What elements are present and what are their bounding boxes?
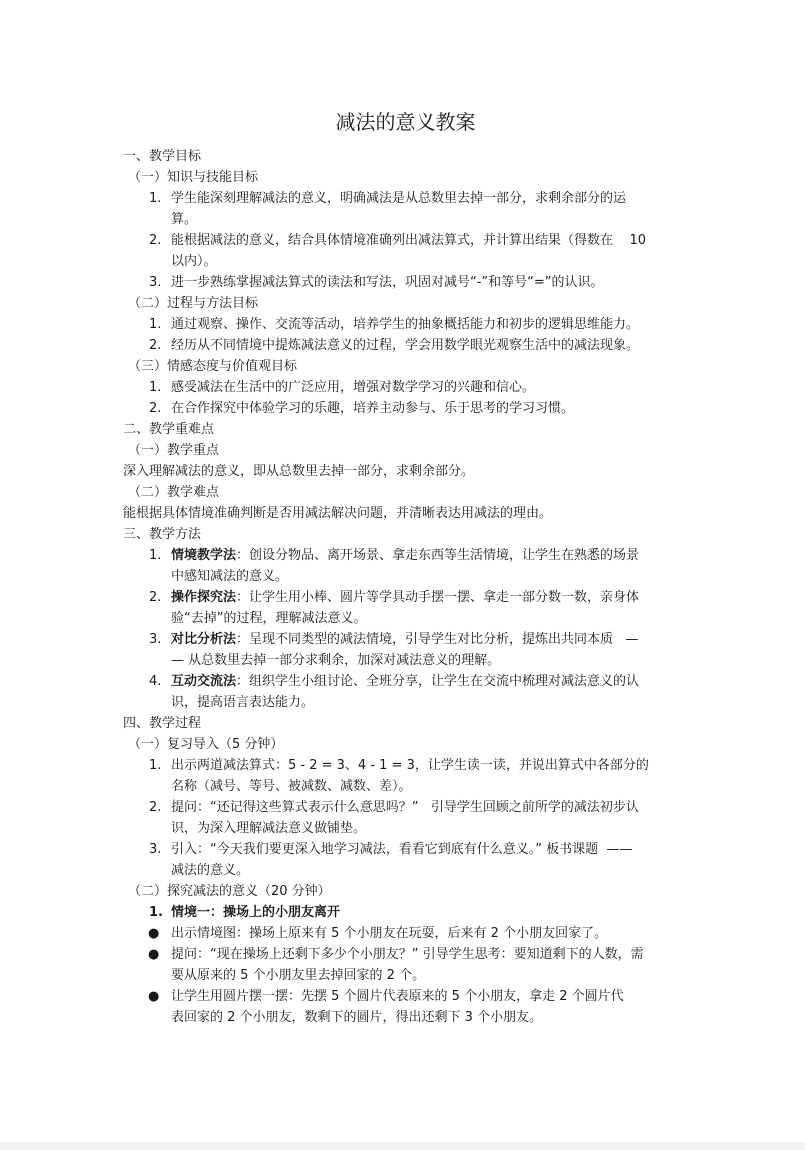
- list-text: 提问：“还记得这些算式表示什么意思吗？” 引导学生回顾之前所学的减法初步认 识，为深入理解减法意义做铺垫。: [171, 800, 639, 836]
- list-item: [123, 188, 688, 230]
- bullet-item: [123, 944, 688, 986]
- subsection-heading-review: （一）复习导入（5 分钟）: [128, 737, 284, 752]
- paragraph-focus: 深入理解减法的意义，即从总数里去掉一部分，求剩余部分。: [123, 464, 475, 479]
- section-heading-objectives: 一、教学目标: [123, 149, 202, 164]
- list-text: 能根据减法的意义，结合具体情境准确列出减法算式，并计算出结果（得数在 10 以内）。: [171, 233, 647, 269]
- scene-label: 情境一：操场上的小朋友离开: [171, 905, 341, 920]
- list-text: 互动交流法：组织学生小组讨论、全班分享，让学生在交流中梳理对减法意义的认 识，提高语言表达能力。: [171, 674, 640, 710]
- list-number: 4.: [149, 674, 162, 689]
- subsection-heading-difficulty: （二）教学难点: [128, 485, 220, 500]
- bullet-icon: ●: [148, 947, 160, 962]
- section-heading-key-points: 二、教学重难点: [123, 422, 215, 437]
- list-item: [123, 377, 688, 398]
- list-item: [123, 230, 688, 272]
- list-item: [123, 629, 688, 671]
- section-heading-process: 四、教学过程: [123, 716, 202, 731]
- bullet-icon: ●: [148, 926, 160, 941]
- list-text: 在合作探究中体验学习的乐趣，培养主动参与、乐于思考的学习习惯。: [171, 401, 575, 416]
- list-number: 2.: [149, 233, 162, 248]
- list-item: [123, 545, 688, 587]
- page-title: 减法的意义教案: [335, 110, 476, 134]
- list-text: 出示两道减法算式：5 - 2 = 3、4 - 1 = 3，让学生读一读，并说出算式中各部分的 名称（减号、等号、被减数、减数、差）。: [171, 758, 649, 794]
- bullet-text: 让学生用圆片摆一摆：先摆 5 个圆片代表原来的 5 个小朋友，拿走 2 个圆片代 表回家的 2 个小朋友，数剩下的圆片，得出还剩下 3 个小朋友。: [171, 989, 624, 1025]
- subsection-heading-knowledge: （一）知识与技能目标: [128, 170, 259, 185]
- method-label: 互动交流法: [171, 674, 237, 689]
- list-text: 通过观察、操作、交流等活动，培养学生的抽象概括能力和初步的逻辑思维能力。: [171, 317, 640, 332]
- list-number: 1.: [149, 548, 162, 563]
- list-item: [123, 839, 688, 881]
- subsection-heading-explore: （二）探究减法的意义（20 分钟）: [128, 884, 331, 899]
- bullet-item: [123, 923, 688, 944]
- page-bottom-edge: [0, 1142, 805, 1150]
- list-text: 情境教学法：创设分物品、离开场景、拿走东西等生活情境，让学生在熟悉的场景 中感知减法的意义。: [171, 548, 640, 584]
- list-number: 3.: [149, 842, 162, 857]
- list-text: 操作探究法：让学生用小棒、圆片等学具动手摆一摆、拿走一部分数一数，亲身体 验“去掉”的过程，理解减法意义。: [171, 590, 640, 626]
- list-text: 进一步熟练掌握减法算式的读法和写法，巩固对减号“-”和等号“=”的认识。: [171, 275, 604, 290]
- method-label: 情境教学法: [171, 548, 237, 563]
- list-number: 1.: [149, 380, 162, 395]
- list-item: [123, 755, 688, 797]
- list-text: 对比分析法：呈现不同类型的减法情境，引导学生对比分析，提炼出共同本质 — — 从总数里去掉一部分求剩余，加深对减法意义的理解。: [171, 632, 639, 668]
- list-item: [123, 671, 688, 713]
- list-number: 2.: [149, 338, 162, 353]
- list-number: 1.: [149, 758, 162, 773]
- list-number: 3.: [149, 632, 162, 647]
- list-number: 1.: [149, 191, 162, 206]
- subsection-heading-attitude: （三）情感态度与价值观目标: [128, 359, 298, 374]
- list-item: [123, 587, 688, 629]
- list-number: 2.: [149, 590, 162, 605]
- list-number: 1.: [149, 317, 162, 332]
- list-number: 2.: [149, 401, 162, 416]
- list-number: 1.: [149, 905, 163, 920]
- scene-heading: [123, 902, 688, 923]
- list-item: [123, 797, 688, 839]
- list-number: 3.: [149, 275, 162, 290]
- list-item: [123, 335, 688, 356]
- list-text: 感受减法在生活中的广泛应用，增强对数学学习的兴趣和信心。: [171, 380, 536, 395]
- list-item: [123, 314, 688, 335]
- bullet-text: 提问：“现在操场上还剩下多少个小朋友？” 引导学生思考：要知道剩下的人数，需 要从原来的 5 个小朋友里去掉回家的 2 个。: [171, 947, 644, 983]
- list-text: 引入：“今天我们要更深入地学习减法，看看它到底有什么意义。” 板书课题 —— 减法的意义。: [171, 842, 633, 878]
- bullet-text: 出示情境图：操场上原来有 5 个小朋友在玩耍，后来有 2 个小朋友回家了。: [171, 926, 608, 941]
- paragraph-difficulty: 能根据具体情境准确判断是否用减法解决问题，并清晰表达用减法的理由。: [123, 506, 553, 521]
- list-item: [123, 272, 688, 293]
- bullet-item: [123, 986, 688, 1028]
- subsection-heading-process: （二）过程与方法目标: [128, 296, 259, 311]
- method-label: 操作探究法: [171, 590, 237, 605]
- section-heading-methods: 三、教学方法: [123, 527, 202, 542]
- bullet-icon: ●: [148, 989, 160, 1004]
- document-body: [123, 108, 688, 1028]
- list-text: 经历从不同情境中提炼减法意义的过程，学会用数学眼光观察生活中的减法现象。: [171, 338, 640, 353]
- list-number: 2.: [149, 800, 162, 815]
- subsection-heading-focus: （一）教学重点: [128, 443, 220, 458]
- list-item: [123, 398, 688, 419]
- list-text: 学生能深刻理解减法的意义，明确减法是从总数里去掉一部分，求剩余部分的运 算。: [171, 191, 627, 227]
- method-label: 对比分析法: [171, 632, 237, 647]
